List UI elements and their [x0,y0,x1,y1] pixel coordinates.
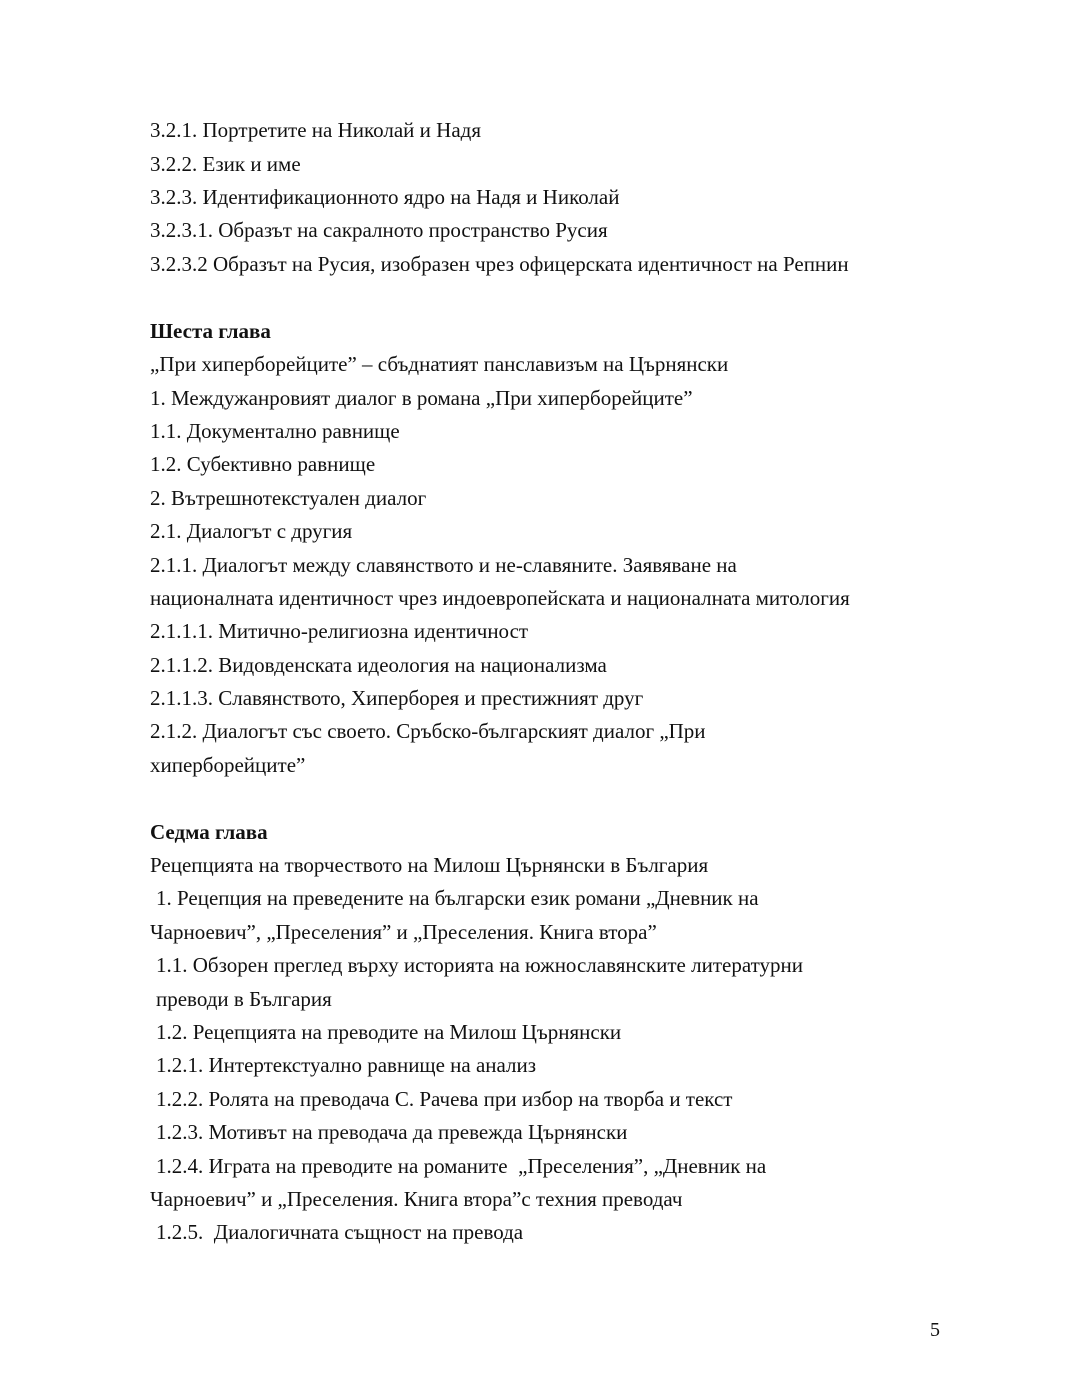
toc-line: 2.1.2. Диалогът със своето. Сръбско-българският диалог „При [150,719,706,743]
toc-line: 2. Вътрешнотекстуален диалог [150,486,427,510]
toc-line: 2.1.1.2. Видовденската идеология на национализма [150,653,607,677]
chapter-title: Рецепцията на творчеството на Милош Църнянски в България [150,853,709,877]
toc-line: 1. Рецепция на преведените на български език романи „Дневник на [156,886,759,910]
toc-line: 1.2. Рецепцията на преводите на Милош Църнянски [156,1020,622,1044]
toc-line: 1.2. Субективно равнище [150,452,376,476]
toc-line: 1.1. Документално равнище [150,419,400,443]
toc-line: 2.1.1.3. Славянството, Хиперборея и престижният друг [150,686,644,710]
toc-line: 1.1. Обзорен преглед върху историята на южнославянските литературни [156,953,803,977]
toc-line: 3.2.2. Език и име [150,152,301,176]
toc-line: Чарноевич” и „Преселения. Книга втора”с техния преводач [150,1187,683,1211]
toc-line: хиперборейците” [150,753,306,777]
toc-line: 1.2.1. Интертекстуално равнище на анализ [156,1053,537,1077]
toc-line: 3.2.3.2 Образът на Русия, изобразен чрез офицерската идентичност на Репнин [150,252,849,276]
toc-line: 3.2.1. Портретите на Николай и Надя [150,118,481,142]
toc-line: 1. Междужанровият диалог в романа „При хиперборейците” [150,386,693,410]
toc-line: 2.1.1.1. Митично-религиозна идентичност [150,619,529,643]
toc-line: 1.2.5. Диалогичната същност на превода [156,1220,524,1244]
chapter-title: „При хиперборейците” – сбъднатият панславизъм на Църнянски [150,352,729,376]
toc-line: 1.2.3. Мотивът на преводача да превежда Църнянски [156,1120,628,1144]
toc-line: Чарноевич”, „Преселения” и „Преселения. Книга втора” [150,920,657,944]
toc-line: националната идентичност чрез индоевропейската и националната митология [150,586,850,610]
chapter-heading: Шеста глава [150,319,271,343]
chapter-heading: Седма глава [150,820,268,844]
toc-line: 1.2.2. Ролята на преводача С. Рачева при избор на творба и текст [156,1087,733,1111]
page-number: 5 [930,1319,940,1341]
toc-line: 1.2.4. Играта на преводите на романите „Преселения”, „Дневник на [156,1154,767,1178]
toc-line: 3.2.3.1. Образът на сакралното пространство Русия [150,218,608,242]
toc-line: 2.1.1. Диалогът между славянството и не-славяните. Заявяване на [150,553,737,577]
toc-line: преводи в България [156,987,332,1011]
toc-line: 2.1. Диалогът с другия [150,519,353,543]
toc-line: 3.2.3. Идентификационното ядро на Надя и Николай [150,185,620,209]
